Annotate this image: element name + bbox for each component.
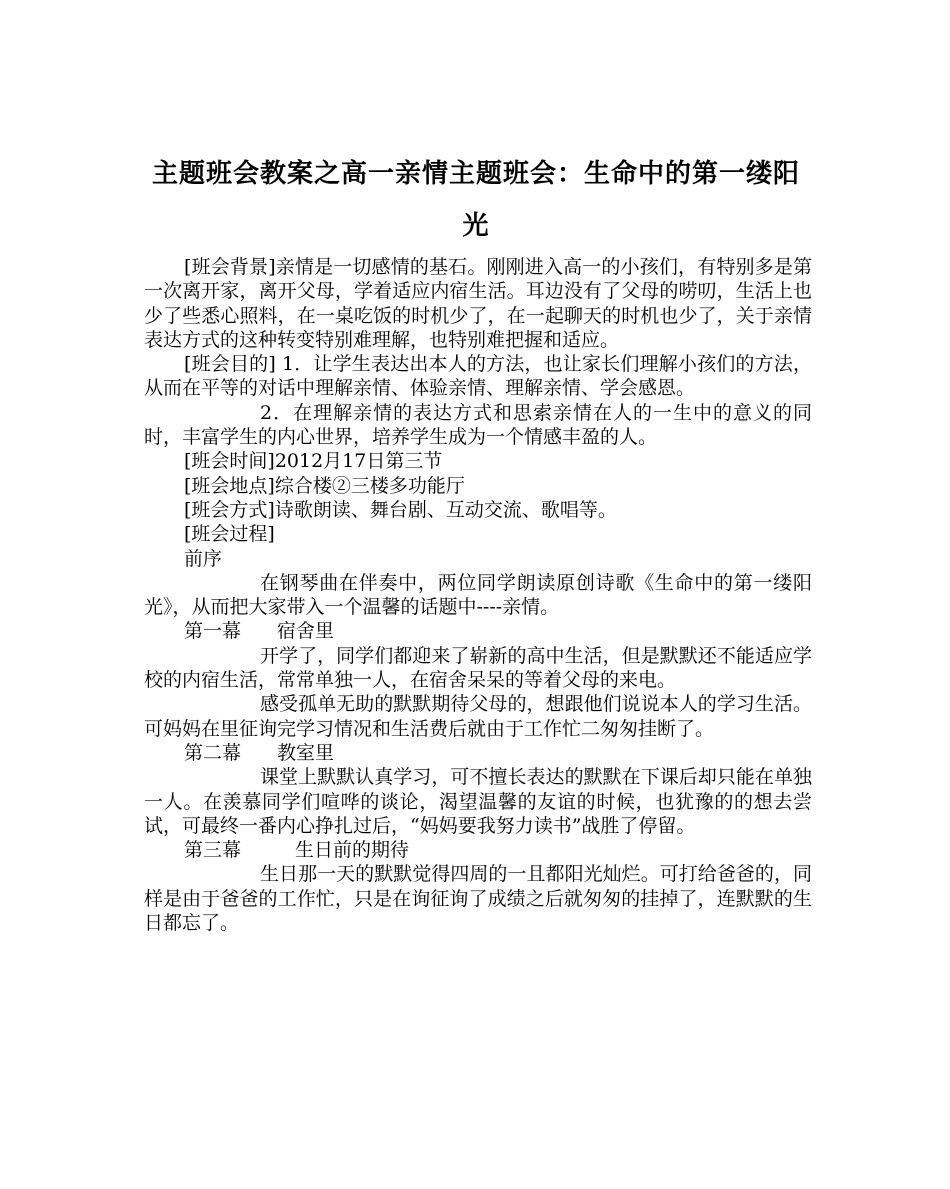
document-title: 主题班会教案之高一亲情主题班会：生命中的第一缕阳光	[151, 159, 800, 242]
act-1-label: 第一幕	[184, 620, 242, 643]
act-3-label: 第三幕	[184, 839, 242, 862]
process-line: [班会过程]	[184, 523, 275, 546]
act-1-place: 宿舍里	[277, 620, 335, 643]
document-body	[144, 255, 812, 935]
act-1-paragraph-2: 感受孤单无助的默默期待父母的，想跟他们说说本人的学习生活。可妈妈在里征询完学习情况和生活费后就由于工作忙二匆匆挂断了。	[144, 693, 812, 740]
goal-2-paragraph: 2．在理解亲情的表达方式和思索亲情在人的一生中的意义的同时，丰富学生的内心世界，培养学生成为一个情感丰盈的人。	[144, 401, 812, 449]
act-1-paragraph-1: 开学了，同学们都迎来了崭新的高中生活，但是默默还不能适应学校的内宿生活，常常单独一人，在宿舍呆呆的等着父母的来电。	[144, 644, 812, 692]
preface-paragraph: 在钢琴曲在伴奏中，两位同学朗读原创诗歌《生命中的第一缕阳光》，从而把大家带入一个温馨的话题中----亲情。	[144, 571, 812, 619]
preface-heading: 前序	[184, 547, 223, 570]
act-2-label: 第二幕	[184, 741, 242, 764]
act-3-paragraph-1: 生日那一天的默默觉得四周的一且都阳光灿烂。可打给爸爸的，同样是由于爸爸的工作忙，只是在询征询了成绩之后就匆匆的挂掉了，连默默的生日都忘了。	[144, 863, 812, 935]
act-2-place: 教室里	[277, 741, 335, 764]
method-line: [班会方式]诗歌朗读、舞台剧、互动交流、歌唱等。	[184, 498, 617, 521]
act-3-place: 生日前的期待	[295, 839, 410, 862]
background-paragraph: [班会背景]亲情是一切感情的基石。刚刚进入高一的小孩们，有特别多是第一次离开家，离开父母，学着适应内宿生活。耳边没有了父母的唠叨，生活上也少了些悉心照料，在一桌吃饭的时机少了，在一起聊天的时机也少了，关于亲情表达方式的这种转变特别难理解，也特别难把握和适应。	[144, 256, 812, 351]
goal-1-paragraph: [班会目的] 1．让学生表达出本人的方法，也让家长们理解小孩们的方法，从而在平等的对话中理解亲情、体验亲情、理解亲情、学会感恩。	[144, 353, 812, 400]
act-3-heading	[144, 838, 812, 862]
act-2-heading	[144, 741, 812, 765]
place-line: [班会地点]综合楼②三楼多功能厅	[184, 474, 465, 497]
act-2-paragraph-1: 课堂上默默认真学习，可不擅长表达的默默在下课后却只能在单独一人。在羡慕同学们喧哗的谈论，渴望温馨的友谊的时候，也犹豫的的想去尝试，可最终一番内心挣扎过后，“妈妈要我努力读书”战胜了停留。	[144, 766, 812, 837]
act-1-heading	[144, 619, 812, 643]
time-line: [班会时间]2012月17日第三节	[184, 450, 443, 473]
